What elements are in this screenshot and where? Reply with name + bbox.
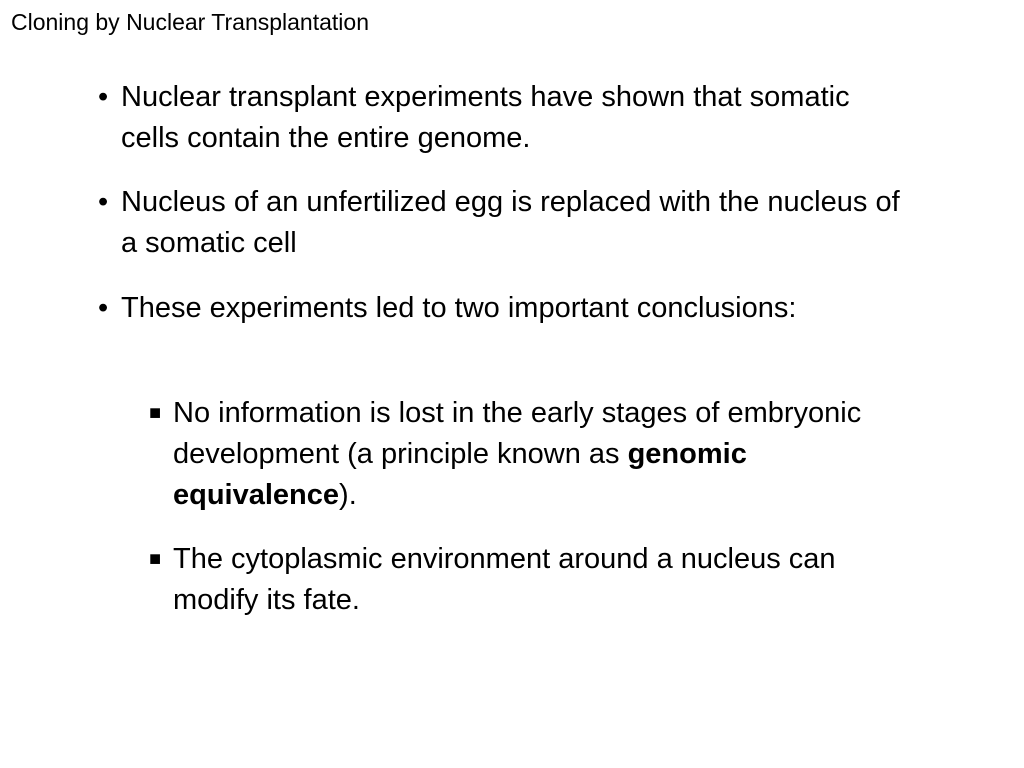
- sub-bullet-text: [173, 397, 861, 511]
- bullet-dot-icon: •: [98, 186, 109, 218]
- bullet-item: [98, 288, 901, 329]
- square-bullet-icon: ■: [149, 402, 162, 424]
- sub-bullet-text-start: No information is lost in the early stages of embryonic development (a principle known as: [173, 397, 862, 470]
- sub-bullet-text: The cytoplasmic environment around a nucleus can modify its fate.: [173, 543, 836, 616]
- bullet-item: [98, 77, 901, 159]
- key-term-genomic-equivalence: genomic equivalence: [173, 438, 747, 511]
- bullet-item: [98, 182, 901, 264]
- bullet-dot-icon: •: [98, 292, 109, 324]
- bullet-text: Nucleus of an unfertilized egg is replaced with the nucleus of a somatic cell: [121, 186, 900, 259]
- bullet-text: These experiments led to two important conclusions:: [121, 292, 797, 324]
- bullet-text: Nuclear transplant experiments have shown that somatic cells contain the entire genome.: [121, 81, 850, 154]
- sub-bullet-text-end: ).: [339, 479, 357, 511]
- sub-bullet-item: [149, 393, 913, 516]
- bullet-dot-icon: •: [98, 81, 109, 113]
- slide-title: Cloning by Nuclear Transplantation: [11, 9, 369, 35]
- square-bullet-icon: ■: [149, 548, 162, 570]
- sub-bullet-item: [149, 539, 913, 621]
